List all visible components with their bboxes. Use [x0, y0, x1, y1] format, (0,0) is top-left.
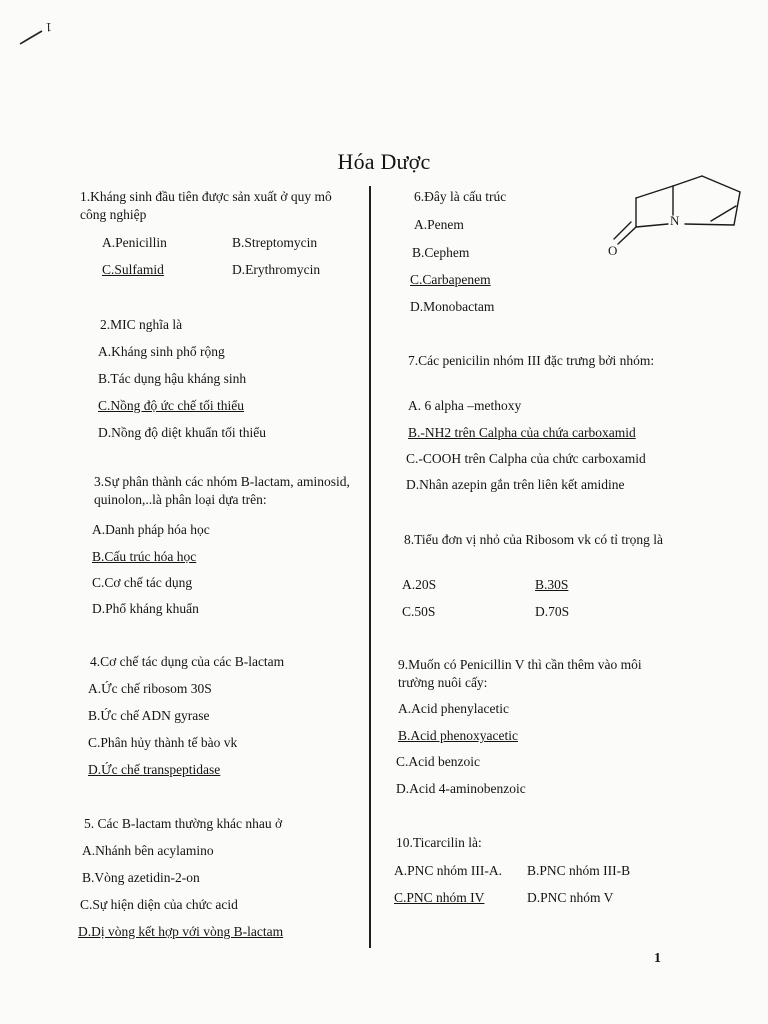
option-c: C.Acid benzoic	[396, 754, 480, 769]
option-a: A.Penem	[414, 217, 464, 232]
carbapenem-structure-figure	[601, 175, 746, 275]
option-d: D.Phổ kháng khuẩn	[92, 601, 199, 616]
option-a: A.Penicillin	[102, 235, 167, 250]
option-c-correct: C.Sulfamid	[102, 262, 164, 277]
option-b: B.Cephem	[412, 245, 470, 260]
option-a: A.Kháng sinh phổ rộng	[98, 344, 225, 359]
question-stem: 4.Cơ chế tác dụng của các B-lactam	[90, 654, 285, 669]
option-c: C.50S	[402, 604, 436, 619]
option-c: C.Cơ chế tác dụng	[92, 575, 193, 590]
option-d-correct: D.Dị vòng kết hợp với vòng B-lactam	[78, 924, 284, 939]
option-a: A.20S	[402, 577, 437, 592]
page-number: 1	[654, 951, 661, 966]
option-c: C.-COOH trên Calpha của chức carboxamid	[406, 451, 646, 466]
option-a: A.Danh pháp hóa học	[92, 522, 210, 537]
option-b: B.Vòng azetidin-2-on	[82, 870, 200, 885]
column-divider	[369, 186, 371, 948]
structure-o-label: O	[608, 243, 618, 258]
question-stem: 8.Tiểu đơn vị nhỏ của Ribosom vk có tỉ trọng là	[404, 532, 664, 547]
corner-handwritten-mark	[18, 18, 58, 55]
corner-mark-text: 1	[45, 20, 52, 35]
question-stem: 1.Kháng sinh đầu tiên được sản xuất ở quy mô công nghiệp	[80, 189, 332, 222]
option-d-correct: D.Ức chế transpeptidase	[88, 762, 221, 777]
option-d: D.Erythromycin	[232, 262, 321, 277]
question-stem: 7.Các penicilin nhóm III đặc trưng bởi nhóm:	[408, 353, 655, 368]
question-stem: 6.Đây là cấu trúc	[414, 189, 507, 204]
structure-n-label: N	[670, 213, 680, 228]
option-b-correct: B.Cấu trúc hóa học	[92, 549, 197, 564]
option-a: A.PNC nhóm III-A.	[394, 863, 502, 878]
question-stem: 9.Muốn có Penicillin V thì cần thêm vào môi trường nuôi cấy:	[398, 657, 642, 690]
option-d: D.Monobactam	[410, 299, 495, 314]
question-stem: 3.Sự phân thành các nhóm B-lactam, aminosid, quinolon,..là phân loại dựa trên:	[94, 474, 350, 507]
option-d: D.Nhân azepin gắn trên liên kết amidine	[406, 477, 625, 492]
option-b: B.Ức chế ADN gyrase	[88, 708, 210, 723]
option-a: A.Ức chế ribosom 30S	[88, 681, 212, 696]
option-b-correct: B.Acid phenoxyacetic	[398, 728, 518, 743]
option-c-correct: C.PNC nhóm IV	[394, 890, 485, 905]
page-title: Hóa Dược	[337, 149, 431, 174]
option-b-correct: B.-NH2 trên Calpha của chứa carboxamid	[408, 425, 636, 440]
option-c: C.Phân hủy thành tế bào vk	[88, 735, 238, 750]
option-b: B.PNC nhóm III-B	[527, 863, 631, 878]
question-stem: 5. Các B-lactam thường khác nhau ở	[84, 816, 283, 831]
option-a: A.Nhánh bên acylamino	[82, 843, 214, 858]
option-d: D.70S	[535, 604, 570, 619]
option-a: A. 6 alpha –methoxy	[408, 398, 522, 413]
option-d: D.PNC nhóm V	[527, 890, 614, 905]
option-d: D.Acid 4-aminobenzoic	[396, 781, 526, 796]
option-c-correct: C.Nồng độ ức chế tối thiểu	[98, 398, 245, 413]
option-a: A.Acid phenylacetic	[398, 701, 509, 716]
option-d: D.Nồng độ diệt khuẩn tối thiểu	[98, 425, 266, 440]
question-stem: 10.Ticarcilin là:	[396, 835, 482, 850]
option-b: B.Tác dụng hậu kháng sinh	[98, 371, 247, 386]
question-stem: 2.MIC nghĩa là	[100, 317, 183, 332]
option-b: B.Streptomycin	[232, 235, 318, 250]
option-c-correct: C.Carbapenem	[410, 272, 491, 287]
option-c: C.Sự hiện diện của chức acid	[80, 897, 238, 912]
option-b-correct: B.30S	[535, 577, 569, 592]
